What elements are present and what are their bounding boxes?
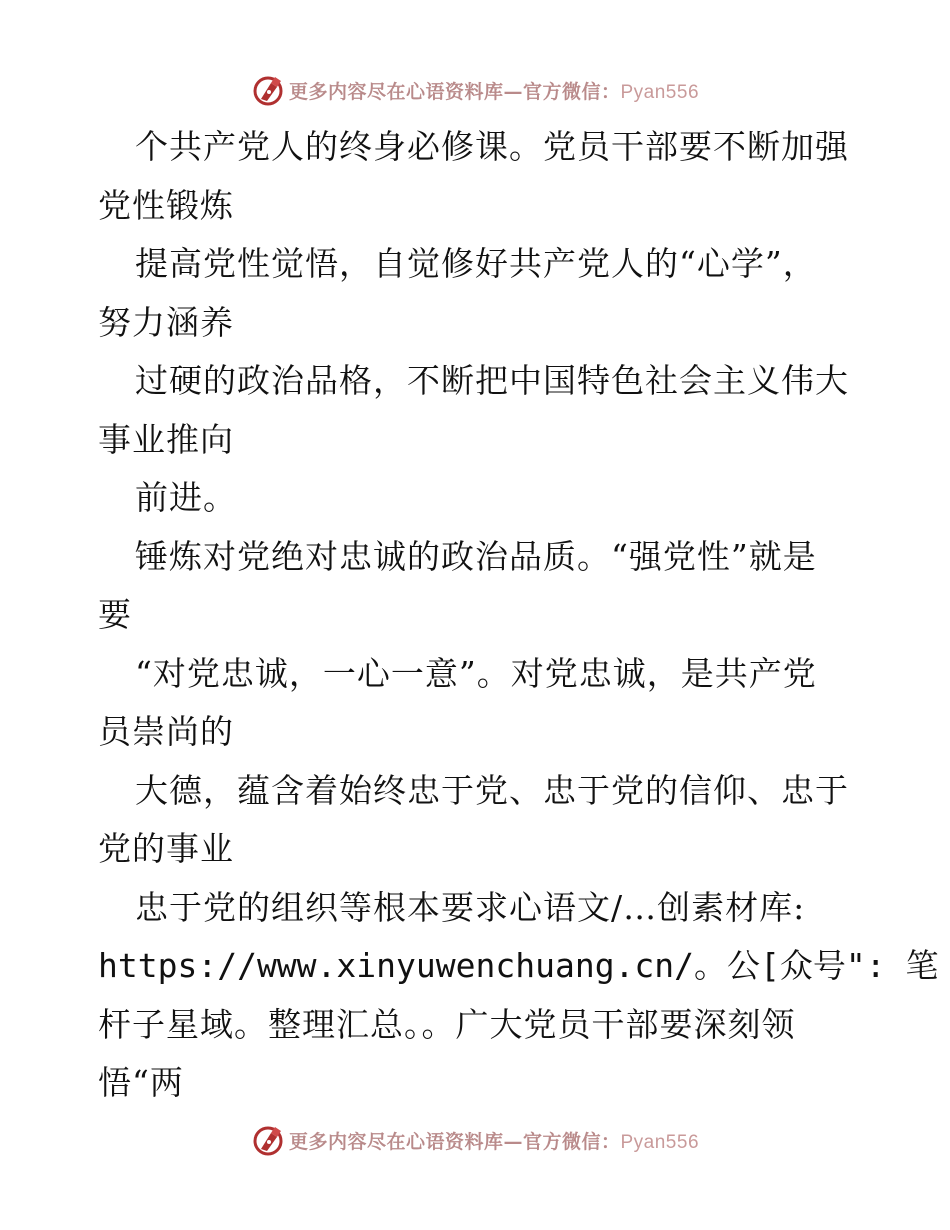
body-line: 锤炼对党绝对忠诚的政治品质。“强党性”就是 — [135, 536, 817, 576]
body-line: 忠于党的组织等根本要求心语文/…创素材库: — [135, 887, 806, 927]
body-line: 事业推向 — [98, 419, 234, 459]
header-banner — [0, 70, 950, 110]
body-line: 杆子星域。整理汇总。。广大党员干部要深刻领 — [98, 1004, 796, 1044]
body-line-url: https://www.xinyuwenchuang.cn/。公[众号": 笔 — [98, 946, 939, 985]
pen-nib-logo-icon — [251, 1123, 285, 1157]
body-line: 过硬的政治品格，不断把中国特色社会主义伟大 — [135, 361, 849, 400]
header-wechat-handle: Pyan556 — [620, 81, 700, 103]
footer-brand-text: 更多内容尽在心语资料库—官方微信：Pyan556 — [288, 1130, 700, 1153]
footer-wechat-handle: Pyan556 — [620, 1131, 700, 1153]
body-line: 要 — [98, 595, 132, 634]
body-line: 党的事业 — [98, 829, 234, 868]
footer-banner — [0, 1120, 950, 1160]
pen-nib-logo-icon — [251, 73, 285, 107]
body-line: “对党忠诚，一心一意”。对党忠诚，是共产党 — [135, 653, 817, 693]
body-line: 提高党性觉悟，自觉修好共产党人的“心学”， — [135, 244, 817, 283]
header-brand-text: 更多内容尽在心语资料库—官方微信：Pyan556 — [288, 80, 700, 103]
body-line: 前进。 — [135, 478, 237, 517]
body-line: 努力涵养 — [98, 302, 234, 342]
body-line: 大德，蕴含着始终忠于党、忠于党的信仰、忠于 — [135, 770, 849, 810]
body-line: 党性锻炼 — [98, 185, 234, 225]
document-body — [98, 118, 939, 1113]
body-line: 悟“两 — [98, 1063, 184, 1102]
body-line: 员崇尚的 — [98, 712, 234, 751]
body-line: 个共产党人的终身必修课。党员干部要不断加强 — [135, 127, 849, 166]
